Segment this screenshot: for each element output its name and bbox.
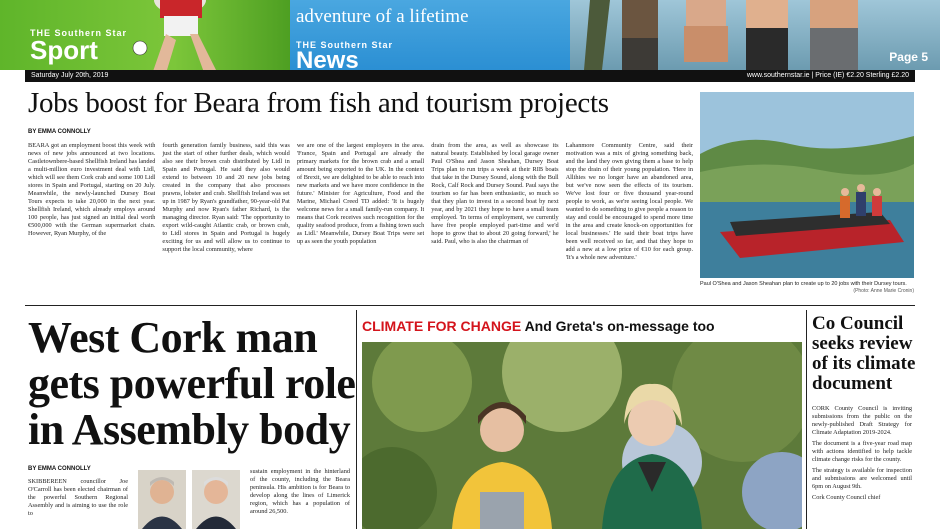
lead-body: [28, 142, 693, 302]
sport-promo[interactable]: [0, 0, 290, 70]
news-logo: THE Southern Star News: [296, 40, 394, 70]
page-reference: Page 5: [889, 50, 928, 64]
right-story-headline[interactable]: Co Council seeks review of its climate document: [812, 313, 916, 394]
paragraph: The strategy is available for inspection and submissions are welcomed until 6pm on August 9th.: [812, 467, 912, 490]
left-story-headline[interactable]: West Cork man gets powerful role in Assembly body: [28, 313, 356, 454]
masthead-banner: [0, 0, 940, 70]
people-promo[interactable]: [570, 0, 940, 70]
lead-column: BEARA got an employment boost this week with news of new jobs announced at two locations. Castletownbere-based Shellfish Ireland has landed a multi-million euro investment deal with Lidl, which will see them Cork crab and some 100 Lidl stores in Spain and Portugal, starting on 20 July. Meanwhile, the newly-launched Dursey Boat Tours expects to take 20,000 in the next year. Shellfish Ireland, which already employs around 100 people, has just signed an initial deal worth €500,000 with the German supermarket chain. However, Ryan Murphy, of the: [28, 142, 156, 237]
lead-column: we are one of the largest employers in the area. 'France, Spain and Portugal are already the primary markets for the brown crab and a small amount being exported to the UK. In the context of Brexit, we are delighted to be able to reach into new markets and we have more confidence in the future.' Minister for Agriculture, Food and the Marine, Michael Creed TD added: 'It is hugely welcome news for a small family-run company. It means that Cork receives such recognition for the quality seafood produce, from a fishing town such as Lidl.' Meanwhile, Dursey Boat Trips were set up as seen the youth population: [296, 142, 425, 245]
councillor-portrait: [138, 470, 186, 529]
photo-credit: (Photo: Anne Marie Cronin): [853, 288, 914, 294]
column-divider: [806, 310, 807, 529]
section-divider: [25, 305, 915, 306]
date-bar: [25, 70, 915, 82]
paragraph: The document is a five-year road map with actions identified to help tackle climate change risks for the county.: [812, 440, 912, 463]
paragraph: CORK County Council is inviting submissions from the public on the newly-published Draft Strategy for Climate Adaptation 2019-2024.: [812, 405, 912, 436]
climate-tag: CLIMATE FOR CHANGE: [362, 318, 522, 334]
left-story-column: SKIBBEREEN councillor Joe O'Carroll has been elected chairman of the powerful Southern Regional Assembly and is aiming to use the role to: [28, 478, 128, 517]
right-story-body: [812, 405, 912, 505]
left-story-column: sustain employment in the hinterland of the county, including the Beara peninsula. His ambition is for Beara to develop along the lines of Limerick region, which has a population of around 26,500.: [250, 468, 350, 515]
garden-photo[interactable]: [362, 342, 802, 529]
boat-photo-caption: Paul O'Shea and Jason Sheahan plan to create up to 20 jobs with their Dursey tours. (Photo: Anne Marie Cronin): [700, 281, 914, 294]
paragraph: Cork County Council chief: [812, 494, 881, 501]
lead-column: fourth generation family business, said this was just the start of other further deals, which would also see their brown crab distributed by Lidl in Spain and Portugal. He said they also would extend to between 10 and 20 new jobs being created in the company that also processes prawns, lobster and crab. Shellfish Ireland was set up in 1987 by Ryan's grandfather, 90-year-old Pat Murphy and now Ryan's father Richard, is the managing director. Ryan said: 'The opportunity to export wild-caught Atlantic crab, or brown crab, to Lidl stores in Spain and Portugal is hugely exciting for us and will allow us to continue to support the local community, where: [162, 142, 290, 253]
lead-column: drain from the area, as well as showcase its natural beauty. Established by local garage owner Paul O'Shea and Jason Sheahan, Dursey Boat Trips plan to run trips a week at their RIB boats that take in the Dursey Sound, along with the Bull Rock, Calf Rock and Dursey Sound. Paul says the tourism so far has been enthusiastic, so much so that they plan to invest in a second boat by next year, and by 2021 they hope to have a small team employed. 'In terms of employment, we currently have five people employed part-time and we'd hope to grow that to about 20 going forward,' he said. Paul, who is also the chairman of: [431, 142, 559, 245]
lead-byline: BY EMMA CONNOLLY: [28, 129, 91, 135]
issue-date: Saturday July 20th, 2019: [31, 72, 109, 79]
sport-logo: THE Southern Star Sport: [30, 28, 128, 65]
price-and-url: www.southernstar.ie | Price (IE) €2.20 Sterling £2.20: [746, 72, 909, 79]
boat-photo[interactable]: [700, 92, 914, 278]
councillor-portrait: [192, 470, 240, 529]
footballer-image: [120, 0, 230, 70]
news-promo-headline: adventure of a lifetime: [296, 6, 469, 27]
lead-column: Lahanmore Community Centre, said their motivation was a mix of giving something back, and the land they own giving them a base to help stop the drain of their young population. 'Here in Allihies we no longer have an abandoned area, but we've now seen the effects of its tourism. We've lost four or five thousand year-round people to work, as we're seeing local people. We wanted to do something to give people a reason to stay and could be encouraged to spend more time in the area and create knock-on opportunities for local businesses.' He said their boat trips have been well received so far, and that they hope to add a new at a low price of €10 for each group. 'It's a whole new adventure.': [565, 142, 693, 261]
left-story-byline: BY EMMA CONNOLLY: [28, 466, 91, 472]
climate-headline[interactable]: [362, 318, 715, 334]
group-photo: [570, 0, 940, 70]
news-promo[interactable]: [290, 0, 570, 70]
lead-headline[interactable]: Jobs boost for Beara from fish and tourism projects: [28, 87, 609, 119]
climate-subhead: And Greta's on-message too: [524, 318, 715, 334]
